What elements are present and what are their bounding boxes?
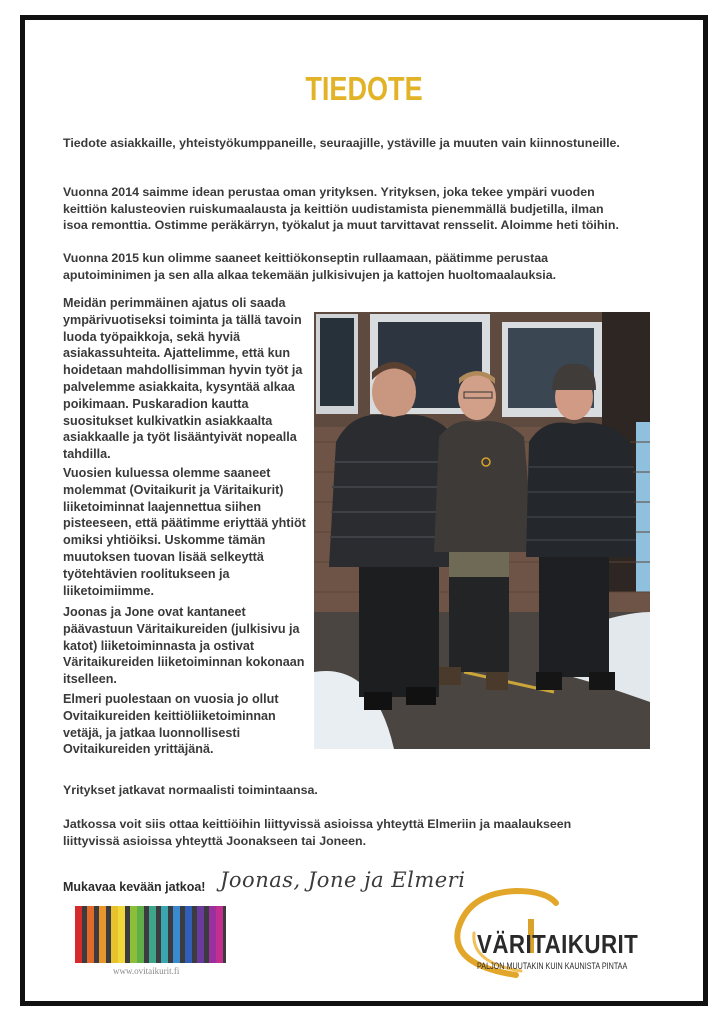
varitaikurit-tagline: PALJON MUUTAKIN KUIN KAUNISTA PINTAA [477, 961, 628, 971]
document-frame [20, 15, 708, 1006]
continuation-paragraph: Yritykset jatkavat normaalisti toimintaansa. [63, 783, 318, 797]
column-paragraph-4: Elmeri puolestaan on vuosia jo ollut Ovitaikureiden keittiöliiketoiminnan vetäjä, ja jatkaa luonnollisesti Ovitaikureiden yrittäjänä. [63, 692, 279, 757]
barcode-stripe [197, 906, 204, 963]
paragraph-2014: Vuonna 2014 saimme idean perustaa oman yrityksen. Yrityksen, joka tekee ympäri vuoden keittiön kalusteovien ruiskumaalausta ja keittiön uudistamista pienemmällä budjetilla, ilman isoa remonttia. Ostimme peräkärryn, työkalut ja muut tarvittavat rensselit. Aloimme heti töihin. [63, 185, 619, 233]
barcode-stripe [130, 906, 137, 963]
barcode-stripe [216, 906, 223, 963]
ovitaikurit-barcode-logo [75, 906, 226, 963]
intro-paragraph: Tiedote asiakkaille, yhteistyökumppaneille, seuraajille, ystäville ja muuten vain kiinnostuneille. [63, 136, 620, 150]
column-paragraph-3: Joonas ja Jone ovat kantaneet päävastuun Väritaikureiden (julkisivu ja katot) liiketoiminnasta ja ostivat Väritaikureiden liiketoiminnan kokonaan itselleen. [63, 605, 305, 687]
signature: Joonas, Jone ja Elmeri [220, 868, 466, 892]
barcode-stripe [137, 906, 144, 963]
team-photo-illustration [314, 312, 650, 749]
contact-paragraph: Jatkossa voit siis ottaa keittiöihin liittyvissä asioissa yhteyttä Elmeriin ja maalaukseen liittyvissä asioissa yhteyttä Joonakseen tai Joneen. [63, 817, 572, 848]
barcode-stripe [111, 906, 118, 963]
barcode-stripe [87, 906, 94, 963]
column-paragraph-1: Meidän perimmäinen ajatus oli saada ympärivuotiseksi toiminta ja tällä tavoin luoda työpaikkoja, sekä hyviä asiakassuhteita. Ajattelimme, että kun hoidetaan mahdollisimman hyvin työt ja palvelemme asiakkaita, kysyntää alkaa poikimaan. Puskaradion kautta suositukset kulkivatkin asiakkaalta asiakkaalle ja työt lisääntyivät nopealla tahdilla. [63, 296, 303, 462]
signoff-text: Mukavaa kevään jatkoa! [63, 880, 206, 894]
paragraph-2015: Vuonna 2015 kun olimme saaneet keittiökonseptin rullaamaan, päätimme perustaa aputoiminimen ja sen alla alkaa tekemään julkisivujen ja kattojen huoltomaalauksia. [63, 251, 557, 282]
barcode-stripe [185, 906, 192, 963]
document-title: TIEDOTE [305, 70, 423, 107]
barcode-stripe [118, 906, 125, 963]
barcode-stripe [209, 906, 216, 963]
barcode-stripe [99, 906, 106, 963]
barcode-stripe [75, 906, 82, 963]
team-photo [314, 312, 650, 749]
column-paragraph-2: Vuosien kuluessa olemme saaneet molemmat (Ovitaikurit ja Väritaikurit) liiketoiminnat laajennettua siihen pisteeseen, että päätimme eriyttää yhtiöt omiksi yhtiöiksi. Uskomme tämän muutoksen tuovan lisää selkeyttä työtehtävien roolitukseen ja liiketoimiimme. [63, 466, 306, 598]
ovitaikurit-url: www.ovitaikurit.fi [113, 966, 180, 976]
barcode-stripe [173, 906, 180, 963]
varitaikurit-logo-text: VÄRITAIKURIT [477, 929, 639, 959]
barcode-stripe [149, 906, 156, 963]
barcode-stripe [161, 906, 168, 963]
